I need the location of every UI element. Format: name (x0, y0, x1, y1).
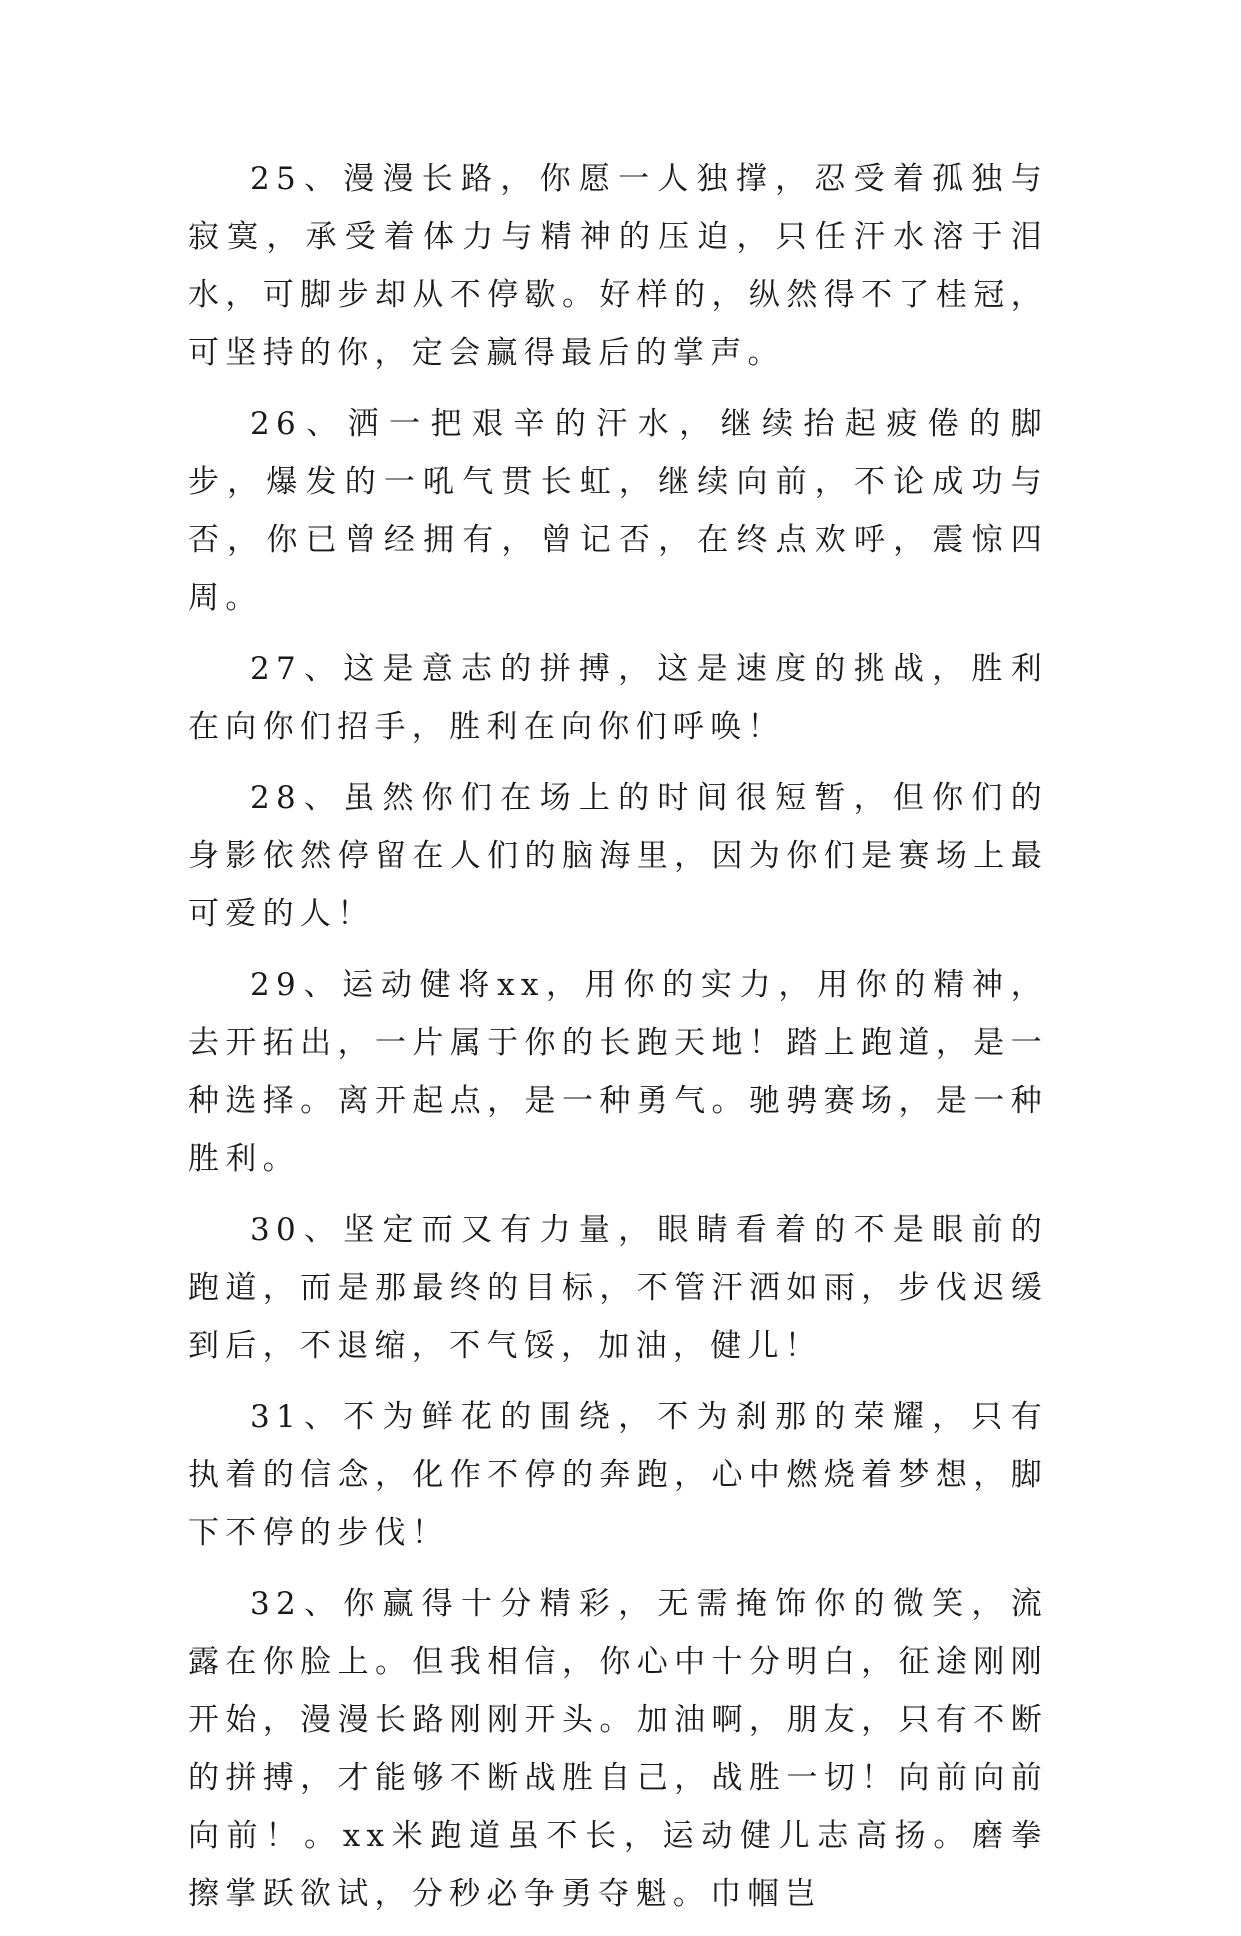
paragraph-27: 27、这是意志的拼搏，这是速度的挑战，胜利在向你们招手，胜利在向你们呼唤！ (188, 651, 1048, 745)
paragraph-26: 26、洒一把艰辛的汗水，继续抬起疲倦的脚步，爆发的一吼气贯长虹，继续向前，不论成功与否，你已曾经拥有，曾记否，在终点欢呼，震惊四周。 (188, 406, 1048, 616)
paragraph-25: 25、漫漫长路，你愿一人独撑，忍受着孤独与寂寞，承受着体力与精神的压迫，只任汗水溶于泪水，可脚步却从不停歇。好样的，纵然得不了桂冠，可坚持的你，定会赢得最后的掌声。 (188, 161, 1048, 371)
document-body (188, 150, 1048, 1936)
paragraph-29: 29、运动健将xx，用你的实力，用你的精神，去开拓出，一片属于你的长跑天地！踏上跑道，是一种选择。离开起点，是一种勇气。驰骋赛场，是一种胜利。 (188, 967, 1048, 1177)
paragraph-31: 31、不为鲜花的围绕，不为刹那的荣耀，只有执着的信念，化作不停的奔跑，心中燃烧着梦想，脚下不停的步伐！ (188, 1399, 1048, 1551)
paragraph-32: 32、你赢得十分精彩，无需掩饰你的微笑，流露在你脸上。但我相信，你心中十分明白，征途刚刚开始，漫漫长路刚刚开头。加油啊，朋友，只有不断的拼搏，才能够不断战胜自己，战胜一切！向前向前向前！。xx米跑道虽不长，运动健儿志高扬。磨拳擦掌跃欲试，分秒必争勇夺魁。巾帼岂 (188, 1586, 1048, 1912)
paragraph-30: 30、坚定而又有力量，眼睛看着的不是眼前的跑道，而是那最终的目标，不管汗洒如雨，步伐迟缓到后，不退缩，不气馁，加油，健儿！ (188, 1212, 1048, 1364)
paragraph-28: 28、虽然你们在场上的时间很短暂，但你们的身影依然停留在人们的脑海里，因为你们是赛场上最可爱的人！ (188, 780, 1048, 932)
